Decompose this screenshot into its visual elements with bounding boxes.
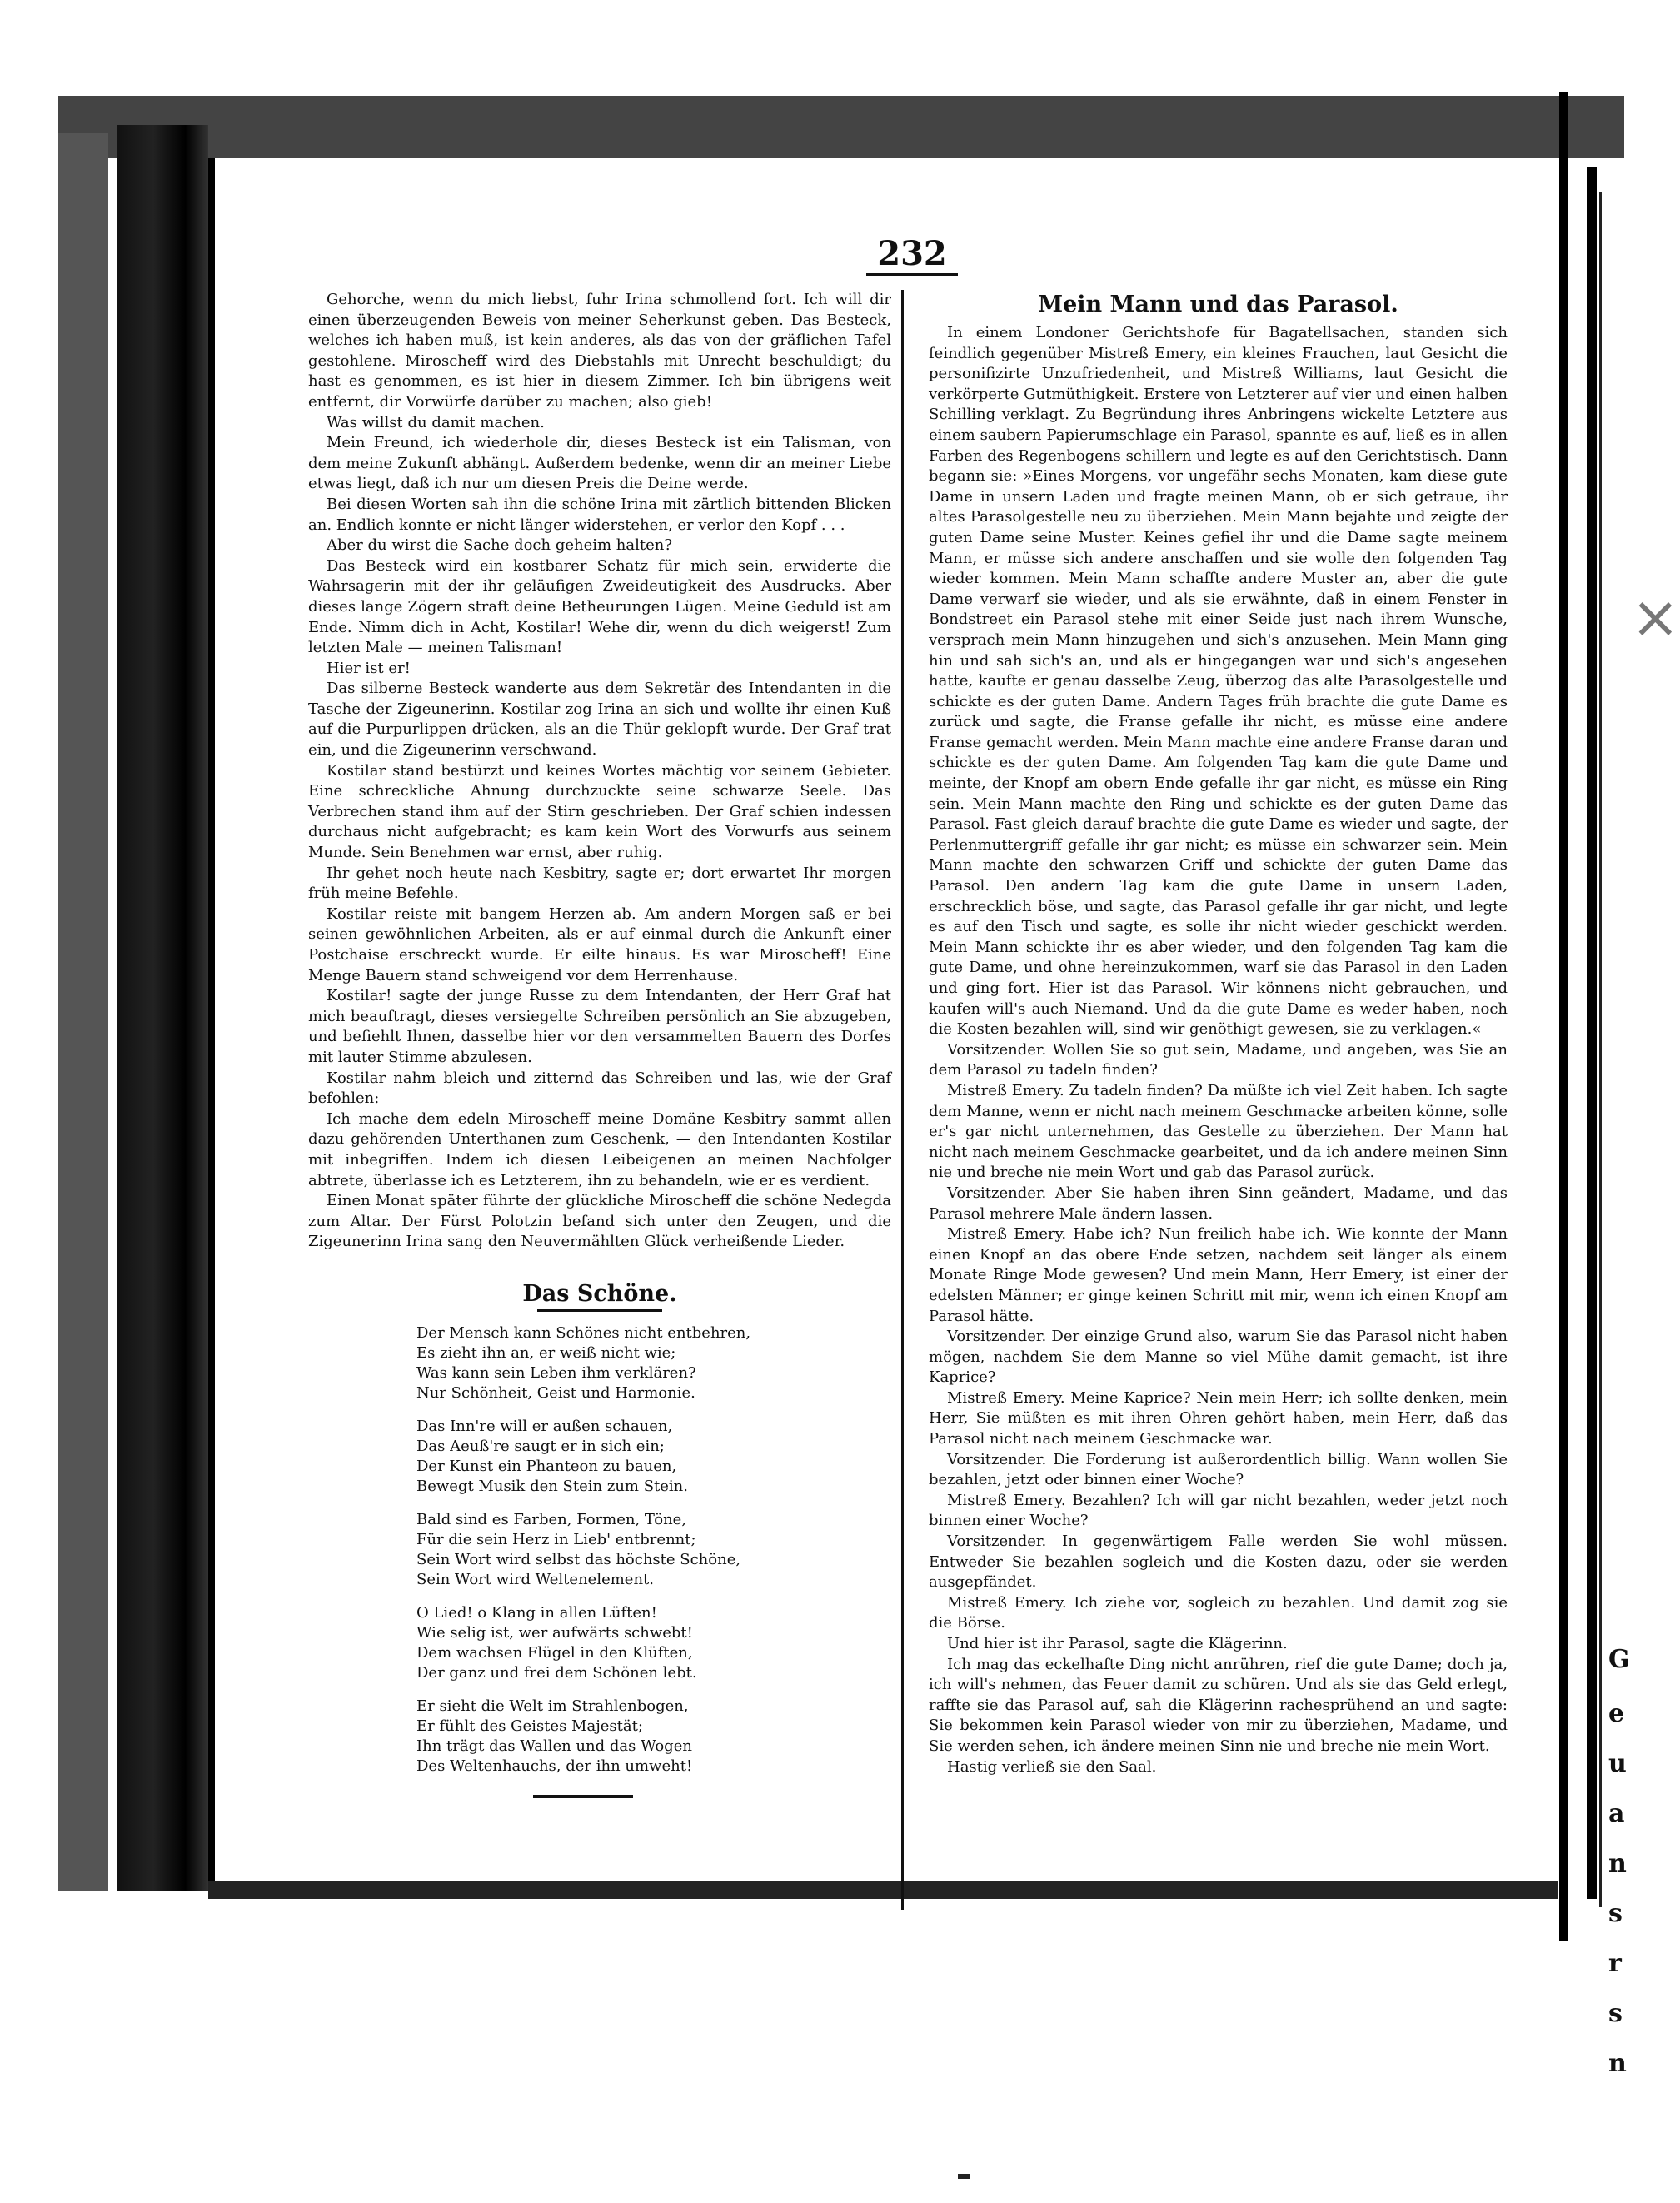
fragment-letter: n [1608, 1849, 1627, 1878]
paragraph: Mistreß Emery. Habe ich? Nun freilich habe ich. Wie konnte der Mann einen Knopf an das obere Ende setzen, nachdem seit länger als einem Monate Ringe Mode gewesen? Und mein Mann, Herr Emery, ist einer der edelsten Männer; er ginge keinen Schritt mit mir, wenn ich einen Knopf am Parasol hätte. [929, 1225, 1508, 1325]
verse-line: Der ganz und frei dem Schönen lebt. [416, 1663, 697, 1682]
fragment-letter: s [1608, 1899, 1623, 1928]
left-column [308, 290, 891, 1798]
paragraph: Vorsitzender. Die Forderung ist außerordentlich billig. Wann wollen Sie bezahlen, jetzt oder binnen einer Woche? [929, 1450, 1508, 1489]
poem-title: Das Schöne. [522, 1280, 677, 1307]
scan-bottom-shadow [208, 1881, 1558, 1899]
poem-stanza [416, 1697, 891, 1777]
article-title: Mein Mann und das Parasol. [1038, 292, 1398, 317]
verse-line: Er sieht die Welt im Strahlenbogen, [416, 1697, 689, 1715]
paragraph: Vorsitzender. Der einzige Grund also, warum Sie das Parasol nicht haben mögen, nachdem Sie dem Manne so viel Mühe damit gemacht, ist ihre Kaprice? [929, 1328, 1508, 1387]
paragraph: Und hier ist ihr Parasol, sagte die Klägerinn. [947, 1635, 1288, 1652]
verse-line: Was kann sein Leben ihm verklären? [416, 1363, 696, 1382]
paragraph: In einem Londoner Gerichtshofe für Bagatellsachen, standen sich feindlich gegenüber Mistreß Emery, ein kleines Frauchen, laut Gesicht die personifizirte Unzufriedenheit, und Mistreß Williams, laut Gesicht die verkörperte Gutmüthigkeit. Erstere von Letzterer auf vier und einen halben Schilling verklagt. Zu Begründung ihres Anbringens wickelte Letztere aus einem saubern Papierumschlage ein Parasol, spannte es auf, ließ es in allen Farben des Regenbogens schillern und legte es auf den Gerichtstisch. Dann begann sie: »Eines Morgens, vor ungefähr sechs Monaten, kam diese gute Dame in unsern Laden und fragte meinen Mann, ob er sich getraue, ihr altes Parasolgestelle neu zu überziehen. Mein Mann bejahte und zeigte der guten Dame seine Muster. Keines gefiel ihr und die Dame sagte meinem Mann, er müsse sich andere anschaffen und sie wolle den folgenden Tag wieder kommen. Mein Mann schaffte andere Muster an, aber die gute Dame verwarf sie wieder, und als sie erwähnte, daß in einem Fenster in Bondstreet ein Parasol stehe mit einer Seide just nach ihrem Wunsche, versprach mein Mann hinzugehen und sich's anzusehen. Mein Mann ging hin und sah sich's an, und als er hingegangen war und sich's angesehen hatte, kaufte er genau dasselbe Zeug, überzog das alte Parasolgestelle und schickte es der guten Dame. Andern Tages früh brachte die gute Dame es zurück und sagte, die Franse gefalle ihr nicht, es müsse eine andere Franse gemacht werden. Mein Mann machte eine andere Franse daran und schickte es der guten Dame. Am folgenden Tag kam die gute Dame und meinte, der Knopf am obern Ende gefalle ihr gar nicht, es müsse ein Ring sein. Mein Mann machte den Ring und schickte es der guten Dame das Parasol. Fast gleich darauf brachte die gute Dame es wieder und sagte, der Perlenmuttergriff gefalle ihr gar nicht; es müsse ein schwarzer sein. Mein Mann machte den schwarzen Griff und schickte der guten Dame das Parasol. Den andern Tag kam die gute Dame in unsern Laden, erschrecklich böse, und sagte, das Parasol gefalle ihr gar nicht, und legte es auf den Tisch und sagte, es solle ihr nicht wieder geschickt werden. Mein Mann schickte ihr es aber wieder, und den folgenden Tag kam die gute Dame, und ohne hereinzukommen, warf sie das Parasol in den Laden und ging fort. Hier ist das Parasol. Wir könnens nicht gebrauchen, und kaufen will's auch Niemand. Und da die gute Dame es weder haben, noch die Kosten bezahlen will, sind wir genöthigt gewesen, sie zu verklagen.« [929, 324, 1508, 1039]
verse-line: Wie selig ist, wer aufwärts schwebt! [416, 1623, 693, 1642]
fragment-letter: r [1608, 1949, 1622, 1978]
page-edge-line [1559, 92, 1568, 1941]
verse-line: Bald sind es Farben, Formen, Töne, [416, 1510, 687, 1528]
paragraph: Das Besteck wird ein kostbarer Schatz für mich sein, erwiderte die Wahrsagerin mit der ihr geläufigen Zweideutigkeit des Ausdrucks. Aber dieses lange Zögern straft deine Betheurungen Lügen. Meine Geduld ist am Ende. Nimm dich in Acht, Kostilar! Wehe dir, wenn du dich weigerst! Zum letzten Male — meinen Talisman! [308, 556, 891, 657]
scan-speck [958, 2174, 970, 2179]
paragraph: Kostilar reiste mit bangem Herzen ab. Am andern Morgen saß er bei seinen gewöhnlichen Arbeiten, als er auf einmal durch die Ankunft einer Postchaise erschreckt wurde. Er eilte hinaus. Es war Miroscheff! Eine Menge Bauern stand schweigend vor dem Herrenhause. [308, 905, 891, 984]
paragraph: Vorsitzender. Aber Sie haben ihren Sinn geändert, Madame, und das Parasol mehrere Male ändern lassen. [929, 1184, 1508, 1223]
fragment-letter: G [1608, 1645, 1630, 1674]
book-binding [117, 125, 208, 1891]
paragraph: Ich mag das eckelhafte Ding nicht anrühren, rief die gute Dame; doch ja, ich will's nehmen, das Feuer damit zu schüren. Und als sie das Geld erlegt, raffte sie das Parasol auf, sah die Klägerinn rachesprühend an und sagte: Sie bekommen kein Parasol wieder von mir zu überziehen, Madame, und Sie werden sehen, ich ändere meinen Sinn nie und breche nie mein Wort. [929, 1655, 1508, 1755]
paragraph: Vorsitzender. Wollen Sie so gut sein, Madame, und angeben, was Sie an dem Parasol zu tadeln finden? [929, 1040, 1508, 1079]
paragraph: Ich mache dem edeln Miroscheff meine Domäne Kesbitry sammt allen dazu gehörenden Unterthanen zum Geschenk, — den Intendanten Kostilar mit inbegriffen. Indem ich diesen Leibeigenen an meinen Nachfolger abtrete, überlasse ich es Letzterem, ihn zu behandeln, wie er es verdient. [308, 1109, 891, 1189]
paragraph: Gehorche, wenn du mich liebst, fuhr Irina schmollend fort. Ich will dir einen überzeugenden Beweis von meiner Seherkunst geben. Das Besteck, welches ich haben muß, ist kein anderes, als das von der gräflichen Tafel gestohlene. Miroscheff wird des Diebstahls mit Unrecht beschuldigt; du hast es genommen, es ist hier in diesem Zimmer. Ich bin übrigens weit entfernt, dir Vorwürfe darüber zu machen; also gieb! [308, 291, 891, 411]
paragraph: Vorsitzender. In gegenwärtigem Falle werden Sie wohl müssen. Entweder Sie bezahlen sogleich und die Kosten dazu, oder sie werden ausgepfändet. [929, 1533, 1508, 1592]
fragment-letter: n [1608, 2049, 1627, 2078]
poem-stanza [416, 1603, 891, 1683]
binding-edge [208, 158, 215, 1882]
verse-line: Bewegt Musik den Stein zum Stein. [416, 1477, 688, 1495]
verse-line: Es zieht ihn an, er weiß nicht wie; [416, 1343, 676, 1362]
paragraph: Hier ist er! [327, 659, 411, 677]
poem-stanza [416, 1417, 891, 1497]
paragraph: Das silberne Besteck wanderte aus dem Sekretär des Intendanten in die Tasche der Zigeunerinn. Kostilar zog Irina an sich und wollte ihr einen Kuß auf die Purpurlippen drücken, als an die Thür geklopft wurde. Der Graf trat ein, und die Zigeunerinn verschwand. [308, 680, 891, 760]
fragment-letter: s [1608, 1999, 1623, 2028]
paragraph: Was willst du damit machen. [327, 413, 545, 431]
verse-line: Sein Wort wird selbst das höchste Schöne, [416, 1550, 741, 1568]
verse-line: Des Weltenhauchs, der ihn umweht! [416, 1757, 693, 1775]
next-page-fragment [1599, 192, 1668, 2078]
paragraph: Mistreß Emery. Meine Kaprice? Nein mein Herr; ich sollte denken, mein Herr, Sie müßten es mit ihren Ohren gehört haben, mein Herr, daß das Parasol nicht nach meinem Geschmacke war. [929, 1388, 1508, 1448]
margin-cross-mark: × [1631, 583, 1680, 651]
verse-line: Das Inn're will er außen schauen, [416, 1417, 673, 1435]
fragment-letter: a [1608, 1799, 1625, 1828]
fragment-letter: u [1608, 1749, 1627, 1778]
verse-line: Er fühlt des Geistes Majestät; [416, 1717, 643, 1735]
verse-line: Dem wachsen Flügel in den Klüften, [416, 1643, 693, 1662]
verse-line: O Lied! o Klang in allen Lüften! [416, 1603, 657, 1622]
paragraph: Hastig verließ sie den Saal. [947, 1757, 1157, 1776]
fragment-letter: e [1608, 1699, 1625, 1728]
verse-line: Der Mensch kann Schönes nicht entbehren, [416, 1323, 751, 1342]
poem-stanza [416, 1510, 891, 1590]
paragraph: Einen Monat später führte der glückliche Miroscheff die schöne Nedegda zum Altar. Der Fürst Polotzin befand sich unter den Zeugen, und die Zigeunerinn Irina sang den Neuvermählten Glück verheißende Lieder. [308, 1192, 891, 1251]
paragraph: Kostilar! sagte der junge Russe zu dem Intendanten, der Herr Graf hat mich beauftragt, dieses versiegelte Schreiben persönlich an Sie abzugeben, und befiehlt Ihnen, dasselbe hier vor den versammelten Bauern des Dorfes mit lauter Stimme abzulesen. [308, 987, 891, 1066]
paragraph: Mein Freund, ich wiederhole dir, dieses Besteck ist ein Talisman, von dem meine Zukunft abhängt. Außerdem bedenke, wenn dir an meiner Liebe etwas liegt, daß ich nur um diesen Preis die Deine werde. [308, 434, 891, 493]
page-number: 232 [866, 235, 958, 276]
paragraph: Aber du wirst die Sache doch geheim halten? [327, 536, 672, 555]
section-end-rule [533, 1795, 633, 1798]
verse-line: Nur Schönheit, Geist und Harmonie. [416, 1383, 695, 1402]
paragraph: Bei diesen Worten sah ihn die schöne Irina mit zärtlich bittenden Blicken an. Endlich konnte er nicht länger widerstehen, er verlor den Kopf . . . [308, 495, 891, 534]
verse-line: Für die sein Herz in Lieb' entbrennt; [416, 1530, 696, 1548]
paragraph: Kostilar nahm bleich und zitternd das Schreiben und las, wie der Graf befohlen: [308, 1069, 891, 1108]
paragraph: Kostilar stand bestürzt und keines Wortes mächtig vor seinem Gebieter. Eine schreckliche Ahnung durchzuckte seine schwarze Seele. Das Verbrechen stand ihm auf der Stirn geschrieben. Der Graf schien indessen durchaus nicht aufgebracht; es kam kein Wort des Vorwurfs aus seinem Munde. Sein Benehmen war ernst, aber ruhig. [308, 761, 891, 862]
verse-line: Der Kunst ein Phanteon zu bauen, [416, 1457, 677, 1475]
paragraph: Mistreß Emery. Zu tadeln finden? Da müßte ich viel Zeit haben. Ich sagte dem Manne, wenn er nicht nach meinem Geschmacke arbeiten könne, solle er's gar nicht unternehmen, das Gestelle zu überziehen. Der Mann hat nicht nach meinem Geschmacke gearbeitet, und da ich andere meinen Sinn nie und breche nie mein Wort und gab das Parasol zurück. [929, 1081, 1508, 1182]
right-column [929, 290, 1508, 1777]
paragraph: Ihr gehet noch heute nach Kesbitry, sagte er; dort erwartet Ihr morgen früh meine Befehle. [308, 864, 891, 903]
verse-line: Sein Wort wird Weltenelement. [416, 1570, 654, 1588]
title-underline [537, 1309, 662, 1312]
poem-stanza [416, 1323, 891, 1403]
paragraph: Mistreß Emery. Bezahlen? Ich will gar nicht bezahlen, weder jetzt noch binnen einer Woche? [929, 1491, 1508, 1530]
column-divider [901, 290, 904, 1910]
verse-line: Ihn trägt das Wallen und das Wogen [416, 1737, 692, 1755]
verse-line: Das Aeuß're saugt er in sich ein; [416, 1437, 665, 1455]
page-edge-line-outer [1587, 167, 1597, 1899]
scan-left-shadow [58, 133, 108, 1891]
paragraph: Mistreß Emery. Ich ziehe vor, sogleich zu bezahlen. Und damit zog sie die Börse. [929, 1593, 1508, 1632]
scan-top-shadow [58, 96, 1624, 158]
